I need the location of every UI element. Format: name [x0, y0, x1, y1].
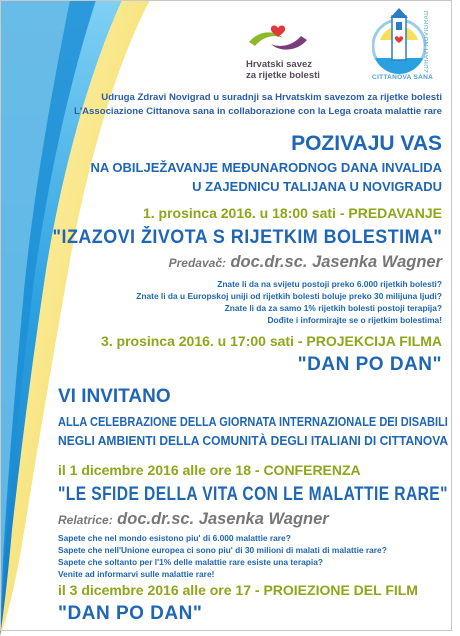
- hr-event2-title: "DAN PO DAN": [297, 354, 442, 375]
- cittanova-logo-name: CITTANOVA SANA: [372, 74, 434, 81]
- hr-question-3: Znate li da za samo 1% rijetkih bolesti postoji terapija?: [224, 303, 442, 313]
- hr-lecturer-name: doc.dr.sc. Jasenka Wagner: [230, 253, 442, 271]
- hr-event1-title: "IZAZOVI ŽIVOTA S RIJETKIM BOLESTIMA": [52, 227, 442, 248]
- hr-event1-date: 1. prosinca 2016. u 18:00 sati - PREDAVANJE: [142, 205, 442, 221]
- hr-question-4: Dođite i informirajte se o rijetkim bolestima!: [267, 315, 442, 325]
- it-question-2: Sapete che nell'Unione europea ci sono piu' di 30 milioni di malati di malattie rare?: [58, 545, 387, 555]
- savez-logo-line2: za rijetke bolesti: [246, 70, 320, 81]
- hr-subheading-2: U ZAJEDNICU TALIJANA U NOVIGRADU: [192, 179, 442, 194]
- hr-lecturer-label: Predavač:: [168, 256, 226, 270]
- intro-line-hr: Udruga Zdravi Novigrad u suradnji sa Hrvatskim savezom za rijetke bolesti: [101, 92, 442, 103]
- hr-heading: POZIVAJU VAS: [291, 132, 442, 155]
- it-question-1: Sapete che nel mondo esistono piu' di 6.000 malattie rare?: [58, 533, 291, 543]
- hr-question-2: Znate li da u Europskoj uniji od rijetkih bolesti boluje preko 30 milijuna ljudi?: [136, 291, 442, 301]
- hr-event2-date: 3. prosinca 2016. u 17:00 sati - PROJEKCIJA FILMA: [100, 333, 442, 349]
- cittanova-logo-side-text: ZDRAVI NOVIGRAD: [424, 10, 430, 73]
- savez-logo-line1: Hrvatski savez: [246, 59, 313, 70]
- it-question-3: Sapete che soltanto per l'1% delle malattie rare esiste una terapia?: [58, 557, 323, 567]
- it-lecturer-label: Relatrice:: [58, 513, 113, 527]
- it-event1-date: il 1 dicembre 2016 alle ore 18 - CONFERENZA: [58, 462, 361, 478]
- it-lecturer-name: doc.dr.sc. Jasenka Wagner: [117, 510, 329, 528]
- hr-question-1: Znate li da na svijetu postoji preko 6.000 rijetkih bolesti?: [217, 279, 442, 289]
- it-event2-date: il 3 dicembre 2016 alle ore 17 - PROIEZIONE DEL FILM: [58, 582, 418, 598]
- it-event2-title: "DAN PO DAN": [58, 603, 203, 624]
- it-heading: VI INVITANO: [58, 386, 171, 407]
- it-subheading-1: ALLA CELEBRAZIONE DELLA GIORNATA INTERNAZIONALE DEI DISABILI: [58, 414, 448, 429]
- it-event1-title: "LE SFIDE DELLA VITA CON LE MALATTIE RARE": [58, 484, 448, 505]
- intro-line-it: L'Associazione Cittanova sana in collaborazione con la Lega croata malattie rare: [73, 106, 442, 117]
- hr-subheading-1: NA OBILJEŽAVANJE MEĐUNARODNOG DANA INVALIDA: [90, 160, 442, 175]
- it-subheading-2: NEGLI AMBIENTI DELLA COMUNITÀ DEGLI ITALIANI DI CITTANOVA: [58, 433, 449, 448]
- it-question-4: Venite ad informarvi sulle malattie rare!: [58, 569, 215, 579]
